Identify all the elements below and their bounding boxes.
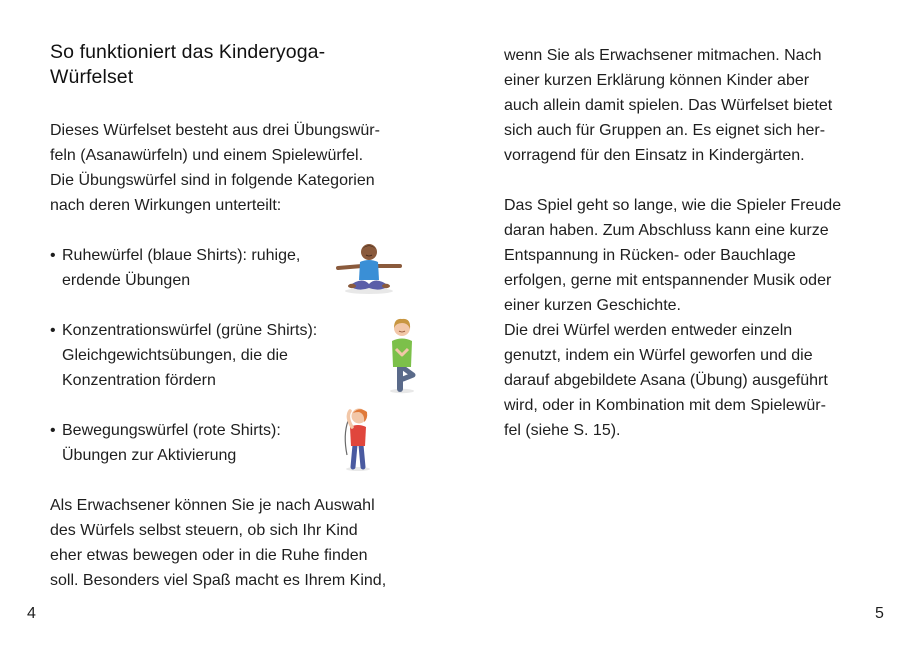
text-line: Die drei Würfel werden entweder einzeln — [504, 322, 793, 339]
bullet-ruhewuerfel — [50, 243, 300, 293]
paragraph-game-rules — [504, 193, 841, 443]
text-line: Das Spiel geht so lange, wie die Spieler Freude — [504, 197, 842, 214]
bullet-line: erdende Übungen — [62, 272, 191, 289]
text-line: erfolgen, gerne mit entspannender Musik oder — [504, 272, 832, 289]
text-line: genutzt, indem ein Würfel geworfen und die — [504, 347, 813, 364]
text-line: Entspannung in Rücken- oder Bauchlage — [504, 247, 796, 264]
text-line: einer kurzen Erklärung können Kinder aber — [504, 72, 810, 89]
bullet-line: Konzentration fördern — [62, 372, 216, 389]
right-page — [457, 0, 914, 648]
text-line: des Würfels selbst steuern, ob sich Ihr Kind — [50, 522, 358, 539]
bullet-line: Übungen zur Aktivierung — [62, 447, 237, 464]
closing-paragraph — [50, 493, 386, 593]
title-line: Würfelset — [50, 66, 134, 88]
bullet-line: Gleichgewichtsübungen, die die — [62, 347, 288, 364]
child-bending-back-red-shirt-illustration — [338, 405, 374, 473]
page-number: 4 — [27, 605, 36, 622]
bullet-line: • Ruhewürfel (blaue Shirts): ruhige, — [50, 243, 300, 268]
child-sitting-blue-shirt-illustration — [332, 240, 406, 296]
text-line: eher etwas bewegen oder in die Ruhe finden — [50, 547, 368, 564]
page-title — [50, 40, 410, 90]
bullet-bewegungswuerfel — [50, 418, 281, 468]
child-tree-pose-green-shirt-illustration — [382, 315, 422, 395]
text-line: Die Übungswürfel sind in folgende Kategorien — [50, 172, 375, 189]
text-line: feln (Asanawürfeln) und einem Spielewürfel. — [50, 147, 364, 164]
text-line: Dieses Würfelset besteht aus drei Übungswür- — [50, 122, 380, 139]
text-line: auch allein damit spielen. Das Würfelset bietet — [504, 97, 833, 114]
text-line: nach deren Wirkungen unterteilt: — [50, 197, 282, 214]
title-line: So funktioniert das Kinderyoga- — [50, 41, 326, 63]
text-line: soll. Besonders viel Spaß macht es Ihrem Kind, — [50, 572, 387, 589]
text-line: Als Erwachsener können Sie je nach Auswahl — [50, 497, 375, 514]
bullet-line: • Bewegungswürfel (rote Shirts): — [50, 418, 281, 443]
text-line: sich auch für Gruppen an. Es eignet sich her- — [504, 122, 826, 139]
text-line: darauf abgebildete Asana (Übung) ausgeführt — [504, 372, 828, 389]
text-line: wird, oder in Kombination mit dem Spielewür- — [504, 397, 826, 414]
text-line: fel (siehe S. 15). — [504, 422, 621, 439]
bullet-konzentrationswuerfel — [50, 318, 317, 393]
bullet-line: • Konzentrationswürfel (grüne Shirts): — [50, 318, 317, 343]
intro-paragraph — [50, 118, 380, 218]
text-line: daran haben. Zum Abschluss kann eine kurze — [504, 222, 829, 239]
paragraph-continuation — [504, 43, 832, 168]
text-line: einer kurzen Geschichte. — [504, 297, 681, 314]
page-number: 5 — [875, 605, 884, 622]
text-line: vorragend für den Einsatz in Kindergärten. — [504, 147, 805, 164]
text-line: wenn Sie als Erwachsener mitmachen. Nach — [504, 47, 822, 64]
